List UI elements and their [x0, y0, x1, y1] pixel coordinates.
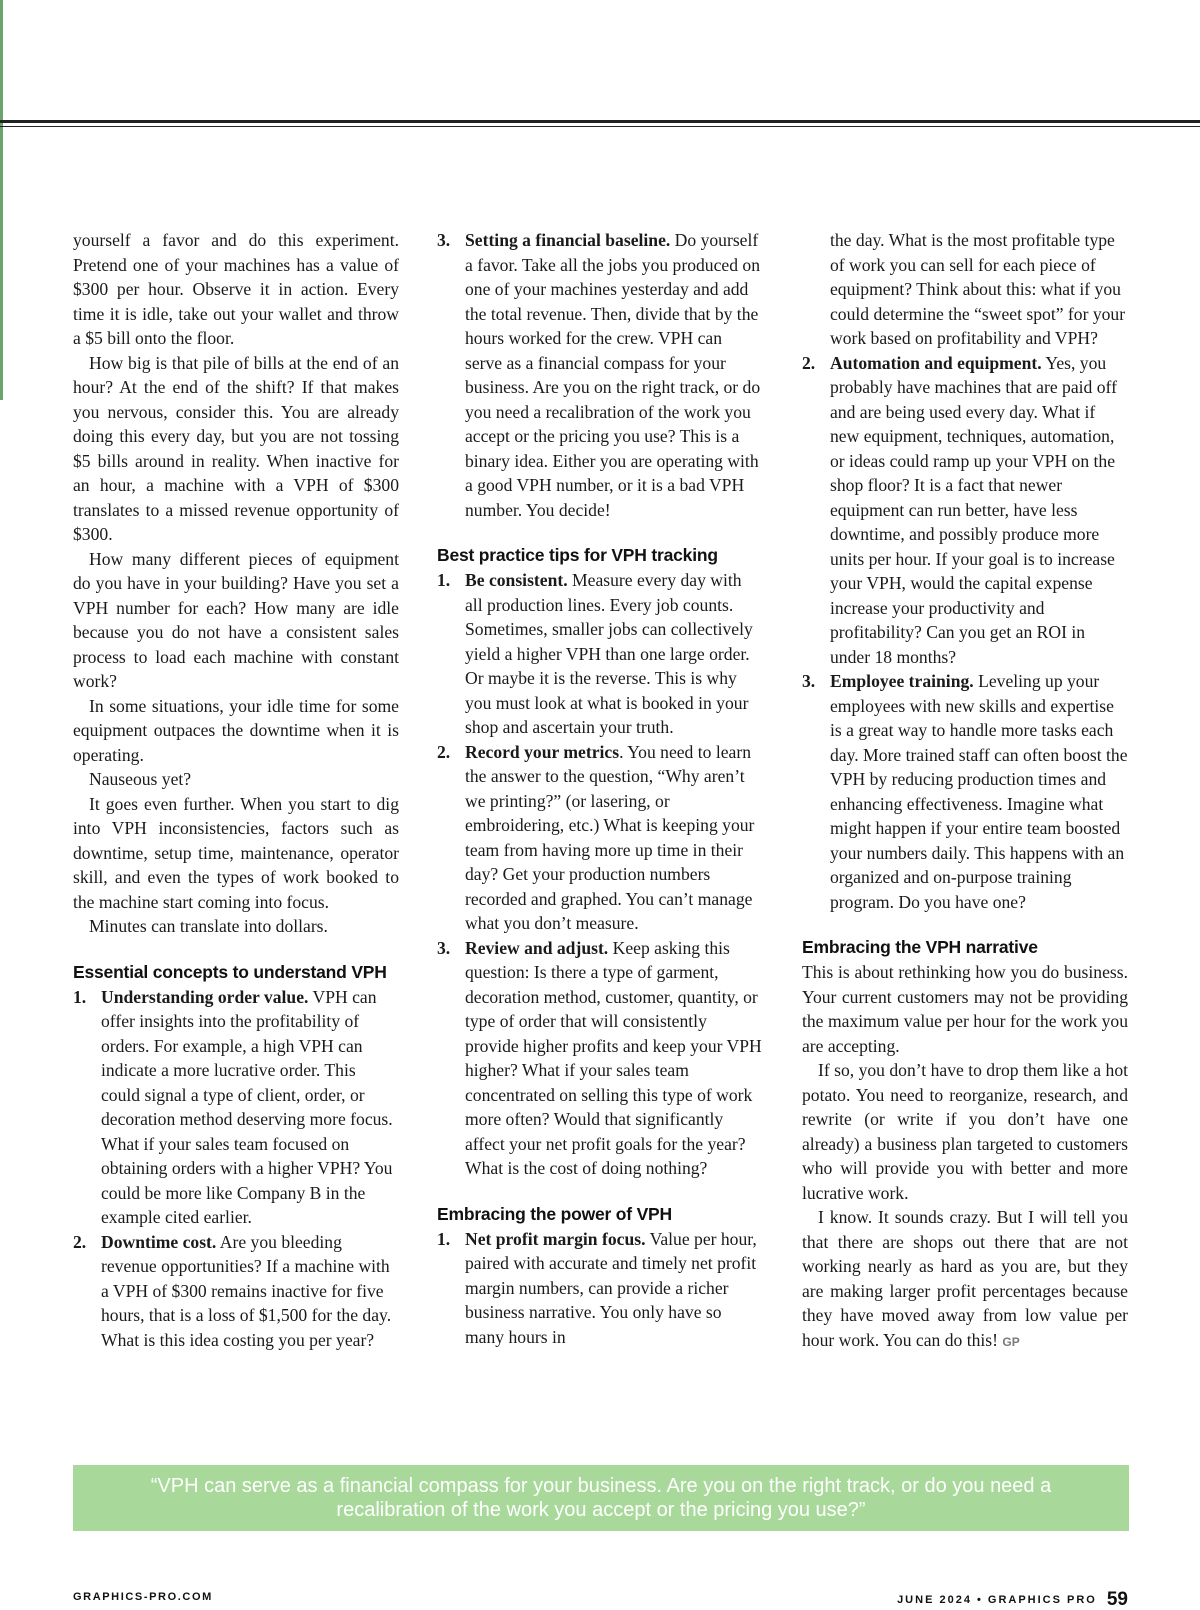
header-rule-thin: [0, 126, 1200, 127]
list-number: 3.: [802, 671, 816, 691]
list-item: [802, 351, 1128, 670]
end-mark: GP: [1002, 1334, 1020, 1349]
list-item: [802, 669, 1128, 914]
paragraph: If so, you don’t have to drop them like a hot potato. You need to reorganize, research, and rewrite (or write if you don’t have one already) a business plan targeted to customers who will provide you with better and more lucrative work.: [802, 1060, 1128, 1203]
column-1: [73, 228, 399, 1352]
list-item-text: . You need to learn the answer to the question, “Why aren’t we printing?” (or lasering, or embroidering, etc.) What is keeping your team from having more up time in their day? Get your production numbers recorded and graphed. You can’t manage what you don’t measure.: [465, 741, 755, 933]
paragraph: yourself a favor and do this experiment. Pretend one of your machines has a value of $300 per hour. Observe it in action. Every time it is idle, take out your wallet and throw a $5 bill onto the floor.: [73, 230, 399, 348]
list-number: 1.: [437, 1228, 451, 1249]
paragraph: Minutes can translate into dollars.: [89, 916, 328, 936]
list-item-lead: Automation and equipment.: [830, 352, 1042, 373]
list-item-text: Yes, you probably have machines that are paid off and are being used every day. What if new equipment, techniques, automation, or ideas could ramp up your VPH on the shop floor? It is a fact that newer equipment can run better, have less downtime, and possibly produce more units per hour. If your goal is to increase your VPH, would the capital expense increase your productivity and profitability? Can you get an ROI in under 18 months?: [830, 352, 1117, 667]
list-number: 3.: [437, 937, 451, 958]
list-item-text: Do yourself a favor. Take all the jobs you produced on one of your machines yesterday and add the total revenue. Then, divide that by the hours worked for the crew. VPH can serve as a financial compass for your business. Are you on the right track, or do you need a recalibration of the work you accept or the pricing you use? This is a binary idea. Either you are operating with a good VPH number, or it is a bad VPH number. You decide!: [465, 230, 761, 520]
list-number: 3.: [437, 230, 451, 250]
list-item-text: Are you bleeding revenue opportunities? If a machine with a VPH of $300 remains inactive for five hours, that is a loss of $1,500 for the day. What is this idea costing you per year?: [101, 1231, 392, 1350]
paragraph: In some situations, your idle time for some equipment outpaces the downtime when it is operating.: [73, 695, 399, 765]
list-item: [437, 568, 763, 740]
numbered-list: [437, 228, 763, 522]
list-item-text: Value per hour, paired with accurate and timely net profit margin numbers, can provide a richer business narrative. You only have so many hours in: [465, 1228, 757, 1347]
list-item-lead: Record your metrics: [465, 741, 620, 762]
list-item-lead: Downtime cost.: [101, 1231, 217, 1252]
numbered-list: [437, 568, 763, 1181]
section-heading-essential-concepts: Essential concepts to understand VPH: [73, 961, 387, 982]
pull-quote: “VPH can serve as a financial compass for your business. Are you on the right track, or do you need a recalibration of the work you accept or the pricing you use?”: [73, 1465, 1129, 1531]
list-item-text: Leveling up your employees with new skills and expertise is a great way to handle more tasks each day. More trained staff can often boost the VPH by reducing production times and enhancing effectiveness. Imagine what might happen if your entire team boosted your numbers daily. This happens with an organized and on-purpose training program. Do you have one?: [830, 671, 1128, 912]
list-item-lead: Employee training.: [830, 671, 974, 691]
numbered-list: [73, 985, 399, 1353]
paragraph: How big is that pile of bills at the end of an hour? At the end of the shift? If that makes you nervous, consider this. You are already doing this every day, but you are not tossing $5 bills around in reality. When inactive for an hour, a machine with a VPH of $300 translates to a missed revenue opportunity of $300.: [73, 352, 399, 544]
section-heading-best-practice: Best practice tips for VPH tracking: [437, 545, 718, 565]
list-item-lead: Setting a financial baseline.: [465, 230, 671, 250]
list-item-continuation: the day. What is the most profitable type of work you can sell for each piece of equipment? Think about this: what if you could determine the “sweet spot” for your work based on profitability and VPH?: [830, 230, 1126, 348]
paragraph: [802, 1205, 1128, 1354]
list-item: [437, 228, 763, 522]
section-heading-vph-narrative: Embracing the VPH narrative: [802, 937, 1038, 957]
paragraph: How many different pieces of equipment do you have in your building? Have you set a VPH number for each? How many are idle because you do not have a consistent sales process to load each machine with constant work?: [73, 548, 399, 691]
header-rule-thick: [0, 120, 1200, 123]
list-item: [437, 1227, 763, 1350]
list-item: [73, 1230, 399, 1353]
paragraph: This is about rethinking how you do business. Your current customers may not be providing the maximum value per hour for the work you are accepting.: [802, 962, 1128, 1056]
paragraph: Nauseous yet?: [89, 769, 192, 789]
numbered-list: [802, 351, 1128, 915]
list-item: [437, 740, 763, 936]
footer-issue-text: JUNE 2024 • GRAPHICS PRO: [897, 1594, 1097, 1606]
list-item: [73, 985, 399, 1230]
list-item: [437, 936, 763, 1181]
list-item-text: Keep asking this question: Is there a type of garment, decoration method, customer, quantity, or type of order that will consistently provide higher profits and keep your VPH higher? What if your sales team concentrated on selling this type of work more often? Would that significantly affect your net profit goals for the year? What is the cost of doing nothing?: [465, 937, 762, 1178]
page-number: 59: [1106, 1589, 1128, 1610]
list-number: 2.: [73, 1231, 87, 1252]
numbered-list: [437, 1227, 763, 1350]
section-heading-power-of-vph: Embracing the power of VPH: [437, 1203, 672, 1224]
page-edge-accent: [0, 0, 3, 400]
column-2: [437, 228, 763, 1349]
list-item-text: VPH can offer insights into the profitability of orders. For example, a high VPH can indicate a more lucrative order. This could signal a type of client, order, or decoration method deserving more focus. What if your sales team focused on obtaining orders with a higher VPH? You could be more like Company B in the example cited earlier.: [101, 986, 393, 1227]
list-item-lead: Understanding order value.: [101, 986, 309, 1007]
list-number: 2.: [802, 352, 816, 373]
list-number: 2.: [437, 741, 451, 762]
list-number: 1.: [437, 570, 451, 590]
column-3: [802, 228, 1128, 1354]
list-item-text: Measure every day with all production lines. Every job counts. Sometimes, smaller jobs can collectively yield a higher VPH than one large order. Or maybe it is the reverse. This is why you must look at what is booked in your shop and ascertain your truth.: [465, 570, 753, 737]
list-item-lead: Review and adjust.: [465, 937, 609, 958]
paragraph-text: I know. It sounds crazy. But I will tell you that there are shops out there that are not working nearly as hard as you are, but they are making larger profit percentages because they have moved away from low value per hour work. You can do this!: [802, 1207, 1128, 1350]
list-item-lead: Be consistent.: [465, 570, 568, 590]
footer-site: GRAPHICS-PRO.COM: [73, 1591, 213, 1603]
paragraph: It goes even further. When you start to dig into VPH inconsistencies, factors such as downtime, setup time, maintenance, operator skill, and even the types of work booked to the machine start coming into focus.: [73, 793, 399, 912]
list-number: 1.: [73, 986, 87, 1007]
list-item-lead: Net profit margin focus.: [465, 1228, 646, 1249]
